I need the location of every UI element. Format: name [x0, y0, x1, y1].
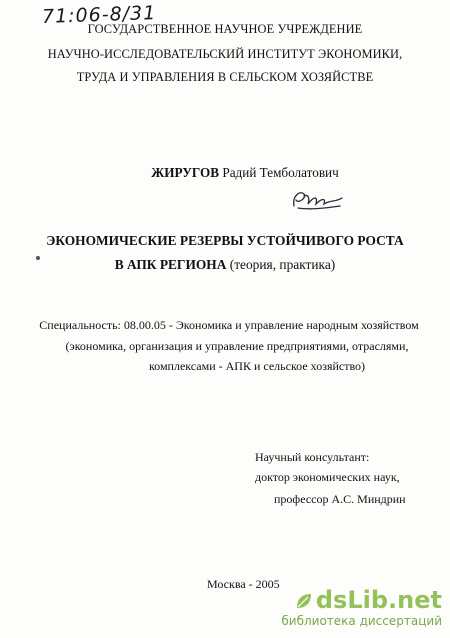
title-main: В АПК РЕГИОНА	[114, 257, 227, 272]
watermark-logo-text: dsLib.net	[315, 586, 442, 614]
archive-number: 71:06-8/31	[41, 2, 157, 28]
specialty-line-2: (экономика, организация и управление предприятиями, отраслями,	[65, 339, 409, 353]
consultant-degree: доктор экономических наук,	[255, 470, 400, 484]
city-year: Москва - 2005	[207, 577, 280, 591]
consultant-label: Научный консультант:	[255, 450, 370, 464]
watermark-subtitle: библиотека диссертаций	[281, 614, 442, 628]
specialty-line-3: комплексами - АПК и сельское хозяйство)	[148, 359, 366, 373]
watermark	[281, 586, 442, 630]
institution-line-3: ТРУДА И УПРАВЛЕНИЯ В СЕЛЬСКОМ ХОЗЯЙСТВЕ	[76, 70, 374, 84]
institution-line-2: НАУЧНО-ИССЛЕДОВАТЕЛЬСКИЙ ИНСТИТУТ ЭКОНОМИКИ,	[47, 47, 403, 61]
signature-image	[288, 184, 348, 216]
title-subtitle: (теория, практика)	[229, 257, 336, 272]
institution-line-1: ГОСУДАРСТВЕННОЕ НАУЧНОЕ УЧРЕЖДЕНИЕ	[87, 22, 363, 36]
leaf-icon	[295, 592, 313, 610]
author-name	[20, 165, 450, 181]
consultant-name: профессор А.С. Миндрин	[274, 492, 406, 506]
author-surname: ЖИРУГОВ	[151, 165, 220, 180]
scan-speck	[36, 256, 40, 260]
title-line-2	[0, 257, 450, 273]
title-line-1: ЭКОНОМИЧЕСКИЕ РЕЗЕРВЫ УСТОЙЧИВОГО РОСТА	[46, 233, 404, 248]
author-given-names: Радий Темболатович	[222, 165, 339, 180]
specialty-line-1: Специальность: 08.00.05 - Экономика и управление народным хозяйством	[39, 318, 419, 332]
watermark-logo	[295, 586, 442, 614]
